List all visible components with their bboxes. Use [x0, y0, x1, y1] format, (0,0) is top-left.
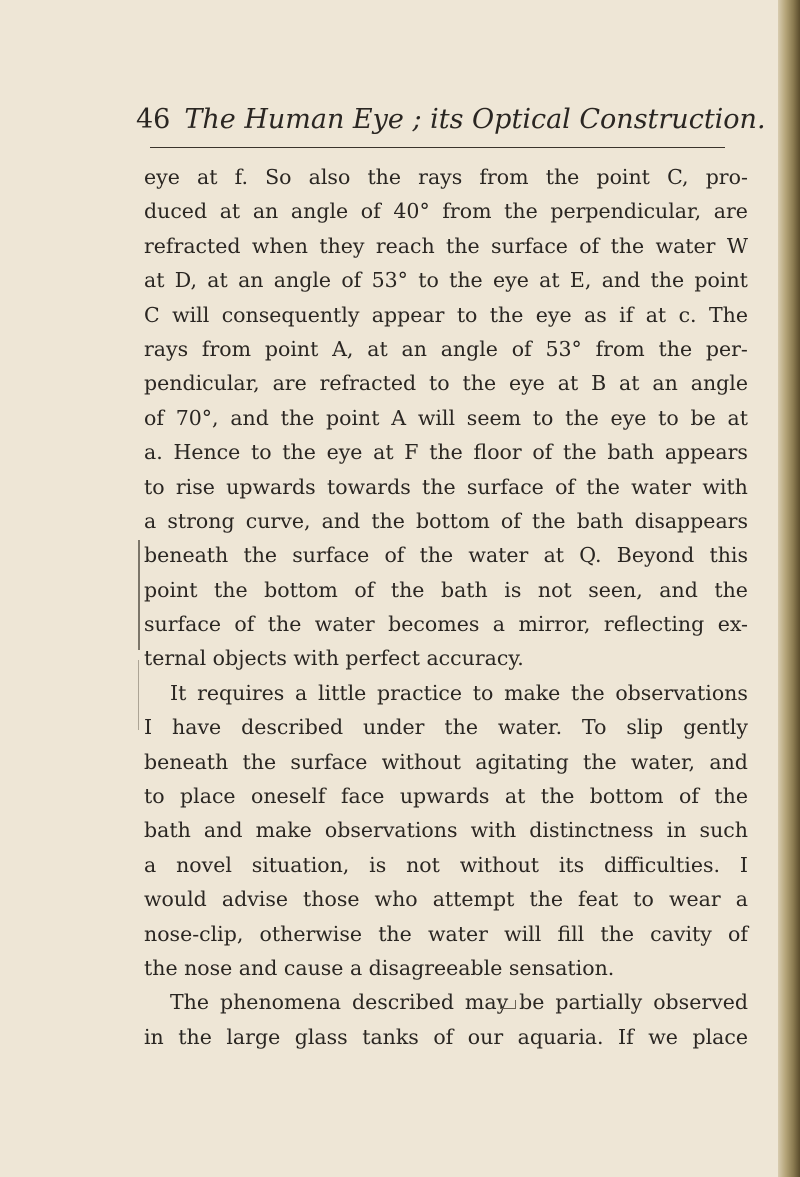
body-text: [144, 160, 748, 1054]
text-line: refracted when they reach the surface of the water W: [144, 233, 748, 258]
text-line: would advise those who attempt the feat to wear a: [144, 887, 748, 912]
text-line: bath and make observations with distinctness in such: [144, 818, 748, 843]
text-line: eye at f. So also the rays from the point C, pro-: [144, 165, 748, 189]
text-line: The phenomena described may be partially observed: [170, 990, 748, 1015]
text-line: of 70°, and the point A will seem to the eye to be at: [144, 405, 748, 430]
running-header: [136, 100, 766, 140]
text-line: beneath the surface of the water at Q. Beyond this: [144, 543, 748, 568]
text-line: pendicular, are refracted to the eye at B at an angle: [144, 371, 748, 396]
text-line: beneath the surface without agitating the water, and: [144, 749, 748, 774]
text-line: I have described under the water. To slip gently: [144, 715, 748, 740]
signature-mark: [500, 1000, 516, 1009]
text-line: duced at an angle of 40° from the perpendicular, are: [144, 199, 748, 224]
header-rule: [150, 147, 725, 148]
text-line: It requires a little practice to make the observations: [170, 680, 748, 705]
text-line: a strong curve, and the bottom of the bath disappears: [144, 508, 748, 533]
text-line: to rise upwards towards the surface of the water with: [144, 474, 748, 499]
text-line: rays from point A, at an angle of 53° from the per-: [144, 336, 748, 361]
text-line: to place oneself face upwards at the bottom of the: [144, 784, 748, 809]
running-title: The Human Eye ; its Optical Construction.: [184, 104, 766, 135]
margin-scan-mark-secondary: [138, 660, 139, 730]
text-line: point the bottom of the bath is not seen, and the: [144, 577, 748, 602]
text-line: C will consequently appear to the eye as if at c. The: [144, 302, 748, 327]
text-line: surface of the water becomes a mirror, reflecting ex-: [144, 612, 748, 637]
text-line: ternal objects with perfect accuracy.: [144, 646, 524, 671]
margin-scan-mark: [138, 540, 140, 650]
text-line: a. Hence to the eye at F the floor of the bath appears: [144, 440, 748, 465]
page-edge-shadow: [778, 0, 800, 1177]
text-line: at D, at an angle of 53° to the eye at E, and the point: [144, 268, 748, 293]
text-line: in the large glass tanks of our aquaria. If we place: [144, 1024, 748, 1049]
text-line: nose-clip, otherwise the water will fill the cavity of: [144, 921, 748, 946]
text-line: a novel situation, is not without its difficulties. I: [144, 852, 748, 877]
page-number: 46: [136, 104, 171, 135]
text-line: the nose and cause a disagreeable sensation.: [144, 955, 615, 980]
